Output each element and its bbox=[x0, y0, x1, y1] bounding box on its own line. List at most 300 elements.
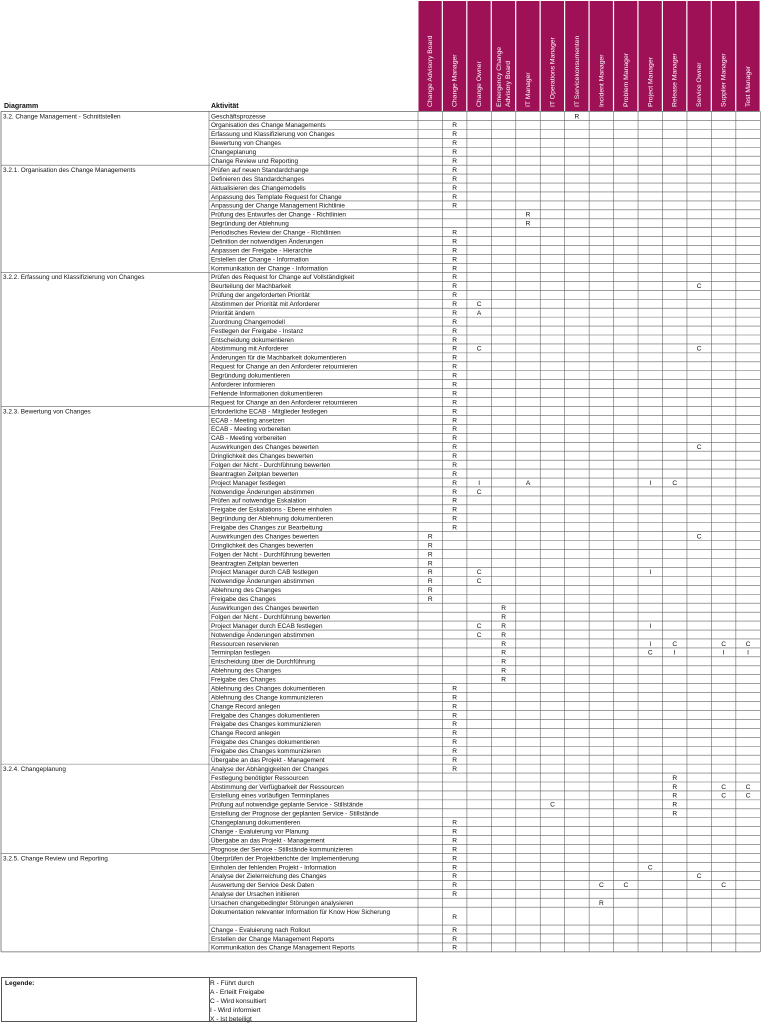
raci-cell-value: R bbox=[452, 301, 458, 309]
activity-label: Übergabe an das Projekt - Management bbox=[211, 756, 325, 764]
raci-cell-value: I bbox=[649, 622, 652, 630]
activity-label: Überprüfen der Projektberichte der Implementierung bbox=[211, 855, 359, 863]
raci-cell-value: R bbox=[452, 256, 458, 264]
raci-cell-value: R bbox=[501, 649, 506, 657]
raci-cell-value: C bbox=[721, 783, 727, 791]
raci-cell-value: R bbox=[452, 694, 458, 702]
table-row bbox=[211, 310, 482, 317]
raci-cell-value: C bbox=[721, 640, 727, 648]
role-header-label: Change Advisory Board bbox=[427, 35, 435, 107]
table-row bbox=[211, 703, 457, 710]
diagram-section-label: 3.2.4. Changeplanung bbox=[3, 765, 66, 773]
raci-cell-value: I bbox=[649, 479, 652, 487]
raci-cell-value: R bbox=[672, 801, 678, 809]
raci-cell-value: R bbox=[452, 685, 458, 693]
activity-label: Fehlende Informationen dokumentieren bbox=[211, 390, 323, 398]
raci-cell-value: R bbox=[452, 470, 458, 478]
activity-label: Erstellung eines vorläufigen Terminplanes bbox=[211, 792, 330, 800]
legend-title: Legende: bbox=[5, 980, 35, 987]
table-row bbox=[211, 417, 457, 424]
activity-label: Übergabe an das Projekt - Management bbox=[211, 837, 325, 845]
activity-label: Notwendige Änderungen abstimmen bbox=[211, 488, 315, 496]
table-row bbox=[211, 444, 702, 451]
activity-label: Zuordnung Changemodell bbox=[211, 318, 285, 326]
table-row bbox=[211, 122, 457, 129]
raci-cell-value: R bbox=[452, 828, 458, 836]
table-row bbox=[211, 900, 604, 907]
raci-cell-value: R bbox=[452, 274, 458, 282]
table-row bbox=[211, 533, 702, 540]
activity-label: Freigabe der Eskalations - Ebene einholen bbox=[211, 506, 332, 514]
activity-label: Begründung dokumentieren bbox=[211, 372, 290, 380]
activity-label: Auswirkungen des Changes bewerten bbox=[211, 533, 319, 541]
legend-item-a: A - Erteilt Freigabe bbox=[210, 989, 265, 996]
raci-cell-value: C bbox=[476, 622, 482, 630]
table-row bbox=[211, 551, 433, 558]
table-row bbox=[211, 399, 457, 406]
activity-label: Prüfen auf notwendige Eskalation bbox=[211, 497, 307, 505]
activity-label: Erstellung der Prognose der geplanten Service - Stillstände bbox=[211, 810, 379, 818]
raci-cell-value: R bbox=[452, 399, 458, 407]
activity-label: Analyse der Zielerreichung des Changes bbox=[211, 873, 327, 881]
role-header-label: Test Manager bbox=[745, 65, 753, 107]
table-row bbox=[211, 909, 457, 921]
raci-cell-value: R bbox=[452, 479, 458, 487]
table-row bbox=[211, 846, 457, 853]
raci-cell-value: C bbox=[476, 345, 482, 353]
table-row bbox=[211, 507, 457, 514]
raci-cell-value: R bbox=[452, 914, 458, 922]
table-row bbox=[211, 721, 457, 728]
activity-label: Kommunikation der Change - Information bbox=[211, 265, 328, 273]
diagram-section-label: 3.2. Change Management - Schnittstellen bbox=[3, 113, 121, 121]
raci-cell-value: R bbox=[452, 122, 458, 130]
table-row bbox=[211, 542, 433, 549]
activity-label: Beantragten Zeitplan bewerten bbox=[211, 560, 299, 568]
activity-label: Prüfen auf neuen Standardchange bbox=[211, 166, 309, 174]
table-row bbox=[211, 525, 457, 532]
table-row bbox=[211, 203, 457, 210]
table-row bbox=[3, 766, 457, 773]
raci-cell-value: R bbox=[427, 578, 433, 586]
table-row bbox=[211, 784, 751, 791]
role-header-label: Supplier Manager bbox=[720, 53, 728, 107]
table-row bbox=[211, 462, 457, 469]
activity-label: Kommunikation des Change Management Reports bbox=[211, 944, 355, 952]
raci-cell-value: R bbox=[452, 417, 458, 425]
activity-label: Anpassung der Change Management Richtlinie bbox=[211, 202, 345, 210]
role-header-label: Service Owner bbox=[696, 62, 704, 107]
activity-label: Folgen der Nicht - Durchführung bewerten bbox=[211, 551, 331, 559]
legend-item-i: I - Wird informiert bbox=[210, 1007, 261, 1014]
table-row bbox=[211, 471, 457, 478]
table-row bbox=[211, 614, 506, 621]
raci-cell-value: C bbox=[476, 301, 482, 309]
raci-cell-value: R bbox=[452, 488, 458, 496]
table-row bbox=[211, 158, 457, 165]
activity-label: Change Review und Reporting bbox=[211, 158, 299, 165]
activity-label: Prüfung auf notwendige geplante Service - Stillstände bbox=[211, 801, 364, 809]
role-header-label: Incident Manager bbox=[598, 54, 606, 107]
activity-label: Erforderliche ECAB - Mitglieder festlegen bbox=[211, 408, 328, 416]
raci-cell-value: I bbox=[747, 649, 749, 657]
activity-label: Notwendige Änderungen abstimmen bbox=[211, 631, 315, 639]
raci-cell-value: R bbox=[452, 730, 458, 738]
table-row bbox=[211, 756, 457, 764]
table-row bbox=[211, 596, 433, 603]
table-rows bbox=[3, 113, 751, 951]
activity-label: Change Record anlegen bbox=[211, 730, 281, 738]
diagram-section-label: 3.2.2. Erfassung und Klassifizierung von Changes bbox=[3, 274, 145, 282]
role-header-label: Advisory Board bbox=[505, 60, 513, 107]
raci-cell-value: I bbox=[722, 649, 725, 657]
activity-label: Terminplan festlegen bbox=[211, 649, 270, 657]
raci-cell-value: R bbox=[452, 444, 458, 452]
table-row bbox=[211, 230, 457, 237]
raci-cell-value: C bbox=[696, 873, 702, 881]
table-row bbox=[211, 569, 651, 576]
raci-cell-value: R bbox=[452, 882, 458, 890]
raci-cell-value: A bbox=[476, 309, 482, 317]
raci-cell-value: R bbox=[452, 345, 458, 353]
raci-cell-value: R bbox=[427, 560, 433, 568]
table-row bbox=[211, 836, 457, 844]
role-headers bbox=[419, 1, 760, 111]
raci-cell-value: R bbox=[427, 569, 433, 577]
table-row bbox=[211, 292, 457, 299]
table-row bbox=[211, 685, 457, 692]
raci-cell-value: R bbox=[452, 864, 458, 872]
raci-cell-value: R bbox=[452, 238, 458, 246]
table-row bbox=[211, 577, 482, 585]
activity-label: Request for Change an den Anforderer retournieren bbox=[211, 363, 358, 371]
table-row bbox=[211, 927, 457, 934]
raci-cell-value: C bbox=[672, 640, 678, 648]
activity-label: Ablehnung des Changes bbox=[211, 587, 281, 595]
raci-cell-value: C bbox=[647, 649, 653, 657]
role-header-label: Project Manager bbox=[647, 57, 655, 107]
activity-label: Ablehnung des Changes dokumentieren bbox=[211, 685, 326, 693]
diagram-section-label: 3.2.3. Bewertung von Changes bbox=[3, 408, 91, 416]
legend-box bbox=[1, 977, 417, 1022]
legend-item-x: X - Ist beteiligt bbox=[210, 1016, 252, 1023]
table-row bbox=[211, 873, 702, 880]
raci-cell-value: C bbox=[696, 345, 702, 353]
table-row bbox=[211, 390, 457, 397]
raci-cell-value: R bbox=[452, 873, 458, 881]
table-row bbox=[211, 623, 651, 630]
activity-label: ECAB - Meeting ansetzen bbox=[211, 417, 285, 425]
activity-label: Einholen der fehlenden Projekt - Information bbox=[211, 864, 337, 872]
table-row bbox=[211, 829, 457, 836]
table-row bbox=[211, 659, 506, 666]
activity-label: Prognose der Service - Stillstände kommunizieren bbox=[211, 846, 353, 854]
table-row bbox=[3, 274, 457, 281]
raci-cell-value: R bbox=[525, 220, 531, 228]
activity-label: Entscheidung über die Durchführung bbox=[211, 658, 316, 666]
raci-cell-value: R bbox=[452, 184, 458, 192]
raci-cell-value: R bbox=[598, 900, 604, 908]
raci-cell-value: R bbox=[452, 381, 458, 389]
raci-cell-value: R bbox=[452, 756, 458, 764]
table-row bbox=[211, 337, 457, 344]
table-row bbox=[211, 354, 457, 362]
activity-label: Dringlichkeit des Changes bewerten bbox=[211, 542, 314, 550]
table-row bbox=[211, 694, 457, 701]
activity-label: Periodisches Review der Change - Richtlinien bbox=[211, 229, 341, 237]
raci-cell-value: R bbox=[452, 283, 458, 291]
table-row bbox=[211, 775, 677, 782]
activity-label: Beantragten Zeitplan bewerten bbox=[211, 470, 299, 478]
raci-cell-value: C bbox=[745, 792, 751, 800]
raci-cell-value: R bbox=[427, 551, 433, 559]
table-row bbox=[211, 560, 433, 567]
aktivitaet-column-header: Aktivität bbox=[211, 103, 239, 110]
raci-cell-value: R bbox=[672, 810, 678, 818]
activity-label: Anforderer informieren bbox=[211, 381, 275, 389]
activity-label: Project Manager durch ECAB festlegen bbox=[211, 622, 323, 630]
table-row bbox=[3, 167, 457, 174]
raci-cell-value: C bbox=[598, 882, 604, 890]
raci-cell-value: R bbox=[452, 354, 458, 362]
activity-label: Change - Evaluierung nach Rollout bbox=[211, 926, 311, 934]
activity-label: Analyse der Ursachen initiieren bbox=[211, 891, 300, 899]
raci-cell-value: C bbox=[721, 882, 727, 890]
raci-cell-value: R bbox=[452, 408, 458, 416]
raci-cell-value: R bbox=[452, 363, 458, 371]
table-row bbox=[211, 265, 457, 272]
raci-cell-value: R bbox=[452, 292, 458, 300]
raci-cell-value: R bbox=[452, 158, 458, 165]
activity-label: Definition der notwendigen Änderungen bbox=[211, 238, 324, 246]
raci-cell-value: R bbox=[452, 703, 458, 711]
raci-cell-value: R bbox=[501, 667, 506, 675]
raci-cell-value: C bbox=[745, 640, 751, 648]
table-row bbox=[211, 631, 506, 639]
table-row bbox=[211, 256, 457, 263]
table-row bbox=[211, 176, 457, 183]
activity-label: Freigabe des Changes bbox=[211, 676, 276, 684]
role-header-label: Change Owner bbox=[476, 61, 484, 107]
activity-label: Organisation des Change Managements bbox=[211, 122, 326, 130]
raci-cell-value: R bbox=[452, 336, 458, 344]
legend-item-c: C - Wird konsultiert bbox=[210, 998, 267, 1005]
table-row bbox=[211, 802, 677, 809]
activity-label: Priorität ändern bbox=[211, 309, 255, 317]
raci-cell-value: C bbox=[721, 792, 727, 800]
activity-label: Abstimmung der Verfügbarkeit der Ressourcen bbox=[211, 783, 344, 791]
activity-label: Analyse der Abhängigkeiten der Changes bbox=[211, 765, 329, 773]
raci-cell-value: I bbox=[478, 479, 481, 487]
raci-cell-value: R bbox=[452, 944, 458, 952]
table-row bbox=[211, 364, 457, 371]
raci-cell-value: C bbox=[476, 569, 482, 577]
table-row bbox=[211, 936, 457, 943]
activity-label: Dokumentation relevanter Information für Know How Sicherung bbox=[211, 908, 391, 916]
raci-cell-value: R bbox=[501, 640, 506, 648]
raci-cell-value: C bbox=[696, 444, 702, 452]
activity-label: Notwendige Änderungen abstimmen bbox=[211, 578, 315, 586]
activity-label: Abstimmen der Priorität mit Anforderer bbox=[211, 301, 320, 309]
raci-cell-value: R bbox=[427, 587, 433, 595]
raci-cell-value: R bbox=[452, 202, 458, 210]
activity-label: Prüfung des Entwurfes der Change - Richtlinien bbox=[211, 211, 346, 219]
table-row bbox=[211, 346, 702, 353]
raci-cell-value: C bbox=[476, 488, 482, 496]
activity-label: Prüfen des Request for Change auf Vollständigkeit bbox=[211, 274, 355, 282]
table-row bbox=[211, 945, 457, 952]
table-row bbox=[211, 319, 457, 326]
activity-label: Anpassung des Template Request for Change bbox=[211, 193, 342, 201]
raci-cell-value: R bbox=[427, 542, 433, 550]
diagram-section-label: 3.2.1. Organisation des Change Managements bbox=[3, 166, 136, 174]
diagram-section-label: 3.2.5. Change Review und Reporting bbox=[3, 855, 108, 863]
raci-cell-value: R bbox=[452, 712, 458, 720]
raci-cell-value: R bbox=[452, 855, 458, 863]
raci-cell-value: A bbox=[525, 479, 531, 487]
activity-label: Ressourcen reservieren bbox=[211, 640, 279, 648]
table-row bbox=[211, 149, 457, 156]
raci-cell-value: C bbox=[476, 631, 482, 639]
table-row bbox=[211, 641, 751, 648]
activity-label: Changeplanung dokumentieren bbox=[211, 819, 301, 827]
raci-cell-value: R bbox=[452, 739, 458, 747]
activity-label: Freigabe des Changes dokumentieren bbox=[211, 739, 320, 747]
raci-cell-value: R bbox=[452, 193, 458, 201]
role-header-label: IT Operations Manager bbox=[549, 37, 557, 107]
table-row bbox=[211, 891, 457, 898]
activity-label: Dringlichkeit des Changes bewerten bbox=[211, 453, 314, 461]
table-row bbox=[211, 131, 457, 138]
raci-cell-value: I bbox=[649, 640, 652, 648]
raci-cell-value: R bbox=[452, 935, 458, 943]
role-header-label: Change Manager bbox=[451, 54, 459, 107]
raci-cell-value: R bbox=[452, 247, 458, 255]
role-header-label: Problem Manager bbox=[622, 52, 630, 107]
raci-cell-value: R bbox=[452, 131, 458, 139]
raci-cell-value: R bbox=[452, 497, 458, 505]
activity-label: Folgen der Nicht - Durchführung bewerten bbox=[211, 461, 331, 469]
activity-label: Change Record anlegen bbox=[211, 703, 281, 711]
activity-label: Auswirkungen des Changes bewerten bbox=[211, 444, 319, 452]
raci-cell-value: R bbox=[452, 229, 458, 237]
table-row bbox=[211, 650, 749, 657]
raci-cell-value: R bbox=[452, 175, 458, 183]
table-row bbox=[211, 212, 531, 219]
table-row bbox=[211, 480, 677, 487]
table-row bbox=[211, 605, 506, 612]
raci-cell-value: R bbox=[452, 149, 458, 157]
table-row bbox=[211, 668, 506, 675]
raci-cell-value: I bbox=[673, 649, 676, 657]
raci-cell-value: C bbox=[550, 801, 555, 809]
legend-item-r: R - Führt durch bbox=[210, 980, 255, 987]
activity-label: CAB - Meeting vorbereiten bbox=[211, 435, 287, 443]
diagramm-column-header: Diagramm bbox=[4, 103, 39, 110]
table-row bbox=[211, 488, 482, 496]
activity-label: Begründung der Ablehnung dokumentieren bbox=[211, 515, 333, 523]
table-row bbox=[211, 140, 457, 147]
raci-cell-value: R bbox=[452, 524, 458, 532]
table-row bbox=[211, 587, 433, 594]
raci-cell-value: R bbox=[452, 748, 458, 756]
table-row bbox=[211, 811, 677, 818]
raci-cell-value: R bbox=[427, 533, 433, 541]
table-row bbox=[211, 453, 457, 460]
role-header-label: Emergency Change bbox=[496, 46, 504, 107]
raci-cell-value: R bbox=[452, 506, 458, 514]
activity-label: Project Manager durch CAB festlegen bbox=[211, 569, 319, 577]
raci-cell-value: C bbox=[623, 882, 629, 890]
raci-cell-value: R bbox=[452, 819, 458, 827]
table-row bbox=[211, 247, 457, 254]
table-row bbox=[211, 739, 457, 746]
activity-label: Freigabe des Changes dokumentieren bbox=[211, 712, 320, 720]
activity-label: Anpassen der Freigabe - Hierarchie bbox=[211, 247, 313, 255]
activity-label: Request for Change an den Anforderer retournieren bbox=[211, 399, 358, 407]
table-row bbox=[211, 283, 702, 290]
raci-cell-value: C bbox=[672, 479, 678, 487]
raci-cell-value: R bbox=[452, 327, 458, 335]
table-row bbox=[211, 730, 457, 737]
raci-cell-value: R bbox=[452, 372, 458, 380]
raci-cell-value: R bbox=[452, 846, 458, 854]
raci-cell-value: R bbox=[452, 837, 458, 845]
raci-cell-value: R bbox=[501, 613, 506, 621]
raci-cell-value: C bbox=[696, 283, 702, 291]
activity-label: Entscheidung dokumentieren bbox=[211, 336, 294, 344]
raci-cell-value: R bbox=[452, 166, 458, 174]
raci-cell-value: R bbox=[452, 435, 458, 443]
raci-cell-value: R bbox=[452, 891, 458, 899]
activity-label: Prüfung der angeforderten Priorität bbox=[211, 292, 310, 300]
activity-label: ECAB - Meeting vorbereiten bbox=[211, 426, 291, 434]
role-header-label: Release Manager bbox=[671, 53, 679, 107]
raci-cell-value: R bbox=[452, 426, 458, 434]
table-row bbox=[211, 820, 457, 827]
table-row bbox=[3, 408, 457, 415]
raci-cell-value: R bbox=[501, 631, 506, 639]
table-row bbox=[211, 677, 506, 684]
activity-label: Ablehnung des Change kommunizieren bbox=[211, 694, 323, 702]
raci-cell-value: R bbox=[452, 765, 458, 773]
raci-cell-value: R bbox=[452, 461, 458, 469]
activity-label: Erstellen der Change - Information bbox=[211, 256, 309, 264]
raci-cell-value: C bbox=[476, 578, 482, 586]
activity-label: Geschäftsprozesse bbox=[211, 113, 266, 121]
activity-label: Festlegung benötigter Ressourcen bbox=[211, 774, 309, 782]
activity-label: Freigabe des Changes bbox=[211, 596, 276, 604]
activity-label: Erstellen der Change Management Reports bbox=[211, 935, 335, 943]
raci-cell-value: R bbox=[452, 140, 458, 148]
table-row bbox=[211, 301, 482, 308]
raci-cell-value: R bbox=[452, 390, 458, 398]
raci-cell-value: R bbox=[501, 658, 506, 666]
table-row bbox=[211, 185, 457, 192]
activity-label: Begründung der Ablehnung bbox=[211, 220, 289, 228]
raci-cell-value: R bbox=[452, 265, 458, 273]
raci-cell-value: R bbox=[452, 926, 458, 934]
activity-label: Folgen der Nicht - Durchführung bewerten bbox=[211, 613, 331, 621]
table-row bbox=[211, 328, 457, 335]
activity-label: Definieren des Standardchanges bbox=[211, 175, 305, 183]
activity-label: Aktualisieren des Changemodells bbox=[211, 184, 306, 192]
raci-cell-value: C bbox=[696, 533, 702, 541]
raci-cell-value: R bbox=[452, 515, 458, 523]
table-row bbox=[211, 221, 531, 228]
activity-label: Abstimmung mit Anforderer bbox=[211, 345, 289, 353]
role-header-label: IT Servicekonsumenten bbox=[573, 35, 581, 107]
